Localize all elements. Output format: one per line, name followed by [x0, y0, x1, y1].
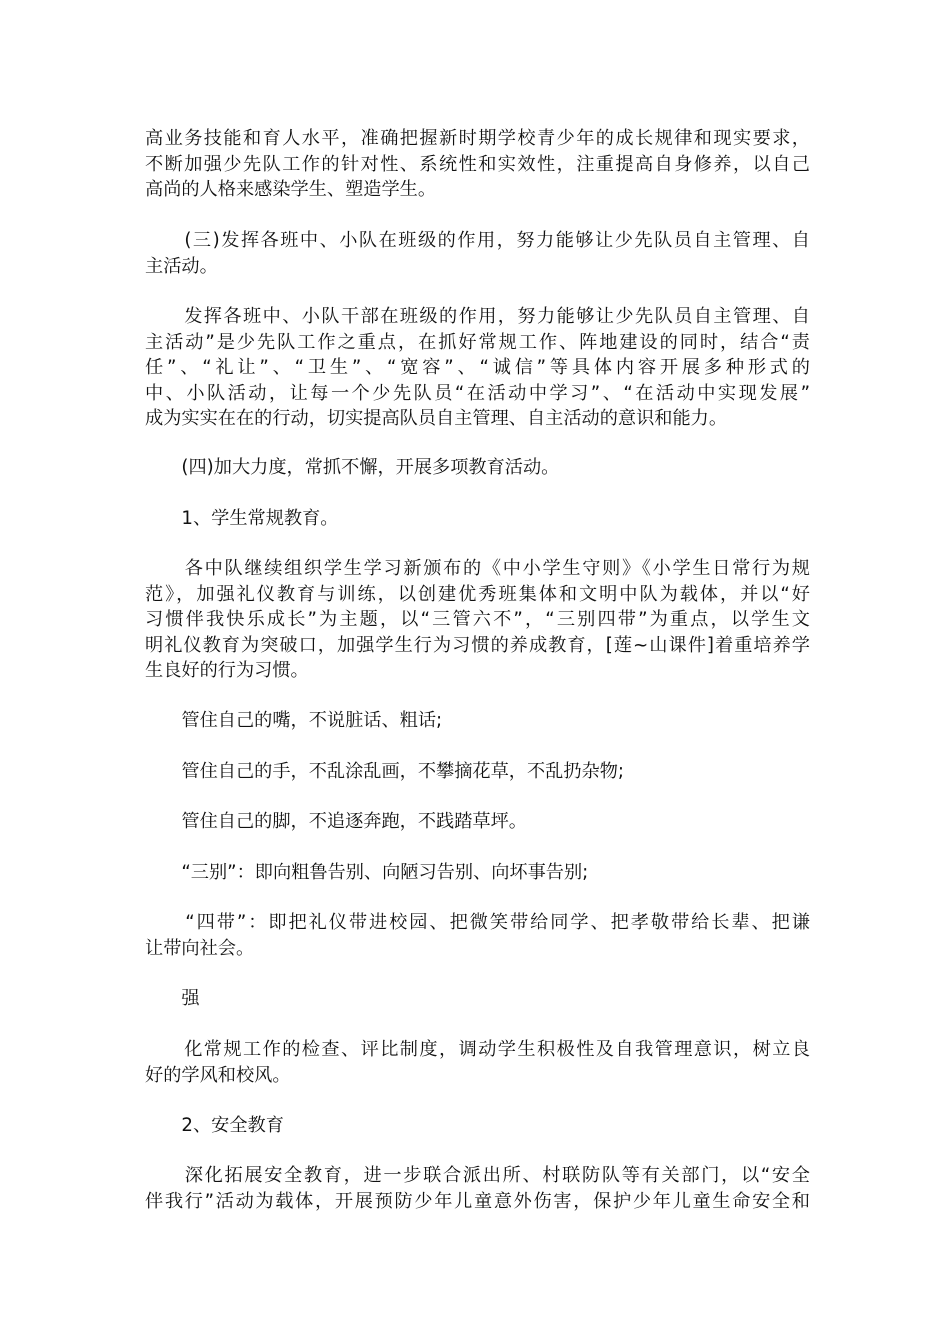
paragraph-3	[145, 304, 810, 432]
text-line: (四)加大力度，常抓不懈，开展多项教育活动。	[145, 457, 560, 478]
text-line: 强	[145, 988, 200, 1009]
text-line: 2、安全教育	[145, 1115, 284, 1136]
text-line: 生良好的行为习惯。	[145, 660, 309, 681]
text-line: 不断加强少先队工作的针对性、系统性和实效性，注重提高自身修养，以自己	[145, 153, 810, 175]
text-line: 好的学风和校风。	[145, 1064, 291, 1086]
paragraph-5	[145, 506, 810, 532]
paragraph-12	[145, 986, 810, 1012]
text-line: 1、学生常规教育。	[145, 508, 339, 529]
paragraph-4	[145, 455, 810, 481]
paragraph-2	[145, 228, 810, 279]
text-line: 管住自己的嘴，不说脏话、粗话;	[145, 710, 443, 731]
text-line: 管住自己的脚，不追逐奔跑，不践踏草坪。	[145, 811, 527, 832]
paragraph-7	[145, 708, 810, 734]
text-line: 各中队继续组织学生学习新颁布的《中小学生守则》《小学生日常行为规	[145, 558, 810, 579]
paragraph-10	[145, 860, 810, 886]
text-line: 深化拓展安全教育，进一步联合派出所、村联防队等有关部门，以“安全	[145, 1165, 810, 1186]
paragraph-11	[145, 910, 810, 961]
paragraph-15	[145, 1163, 810, 1214]
text-line: 范》，加强礼仪教育与训练，以创建优秀班集体和文明中队为载体，并以“好	[145, 583, 810, 605]
text-line: 成为实实在在的行动，切实提高队员自主管理、自主活动的意识和能力。	[145, 408, 728, 429]
text-line: 化常规工作的检查、评比制度，调动学生积极性及自我管理意识，树立良	[145, 1039, 810, 1060]
text-line: 明礼仪教育为突破口，加强学生行为习惯的养成教育，[莲~山课件]着重培养学	[145, 634, 810, 656]
text-line: 主活动。	[145, 255, 218, 277]
paragraph-13	[145, 1037, 810, 1088]
paragraph-8	[145, 759, 810, 785]
text-line: “四带”：即把礼仪带进校园、把微笑带给同学、把孝敬带给长辈、把谦	[145, 912, 810, 933]
text-line: 发挥各班中、小队干部在班级的作用，努力能够让少先队员自主管理、自	[145, 306, 810, 327]
paragraph-14	[145, 1113, 810, 1139]
text-line: “三别”：即向粗鲁告别、向陋习告别、向坏事告别;	[145, 862, 589, 883]
text-line: 中、小队活动，让每一个少先队员“在活动中学习”、“在活动中实现发展”	[145, 382, 810, 404]
text-line: 习惯伴我快乐成长”为主题，以“三管六不”，“三别四带”为重点，以学生文	[145, 609, 810, 630]
text-line: 任”、“礼让”、“卫生”、“宽容”、“诚信”等具体内容开展多种形式的	[145, 357, 810, 378]
text-line: 高尚的人格来感染学生、塑造学生。	[145, 179, 437, 200]
text-line: 主活动”是少先队工作之重点，在抓好常规工作、阵地建设的同时，结合“责	[145, 331, 810, 353]
text-line: 高业务技能和育人水平，准确把握新时期学校青少年的成长规律和现实要求，	[145, 128, 810, 149]
text-line: 让带向社会。	[145, 937, 255, 959]
text-line: 管住自己的手，不乱涂乱画，不攀摘花草，不乱扔杂物;	[145, 761, 625, 782]
text-line: 伴我行”活动为载体，开展预防少年儿童意外伤害，保护少年儿童生命安全和	[145, 1190, 810, 1212]
paragraph-1	[145, 126, 810, 203]
paragraph-9	[145, 809, 810, 835]
paragraph-6	[145, 556, 810, 684]
text-line: (三)发挥各班中、小队在班级的作用，努力能够让少先队员自主管理、自	[145, 230, 810, 251]
